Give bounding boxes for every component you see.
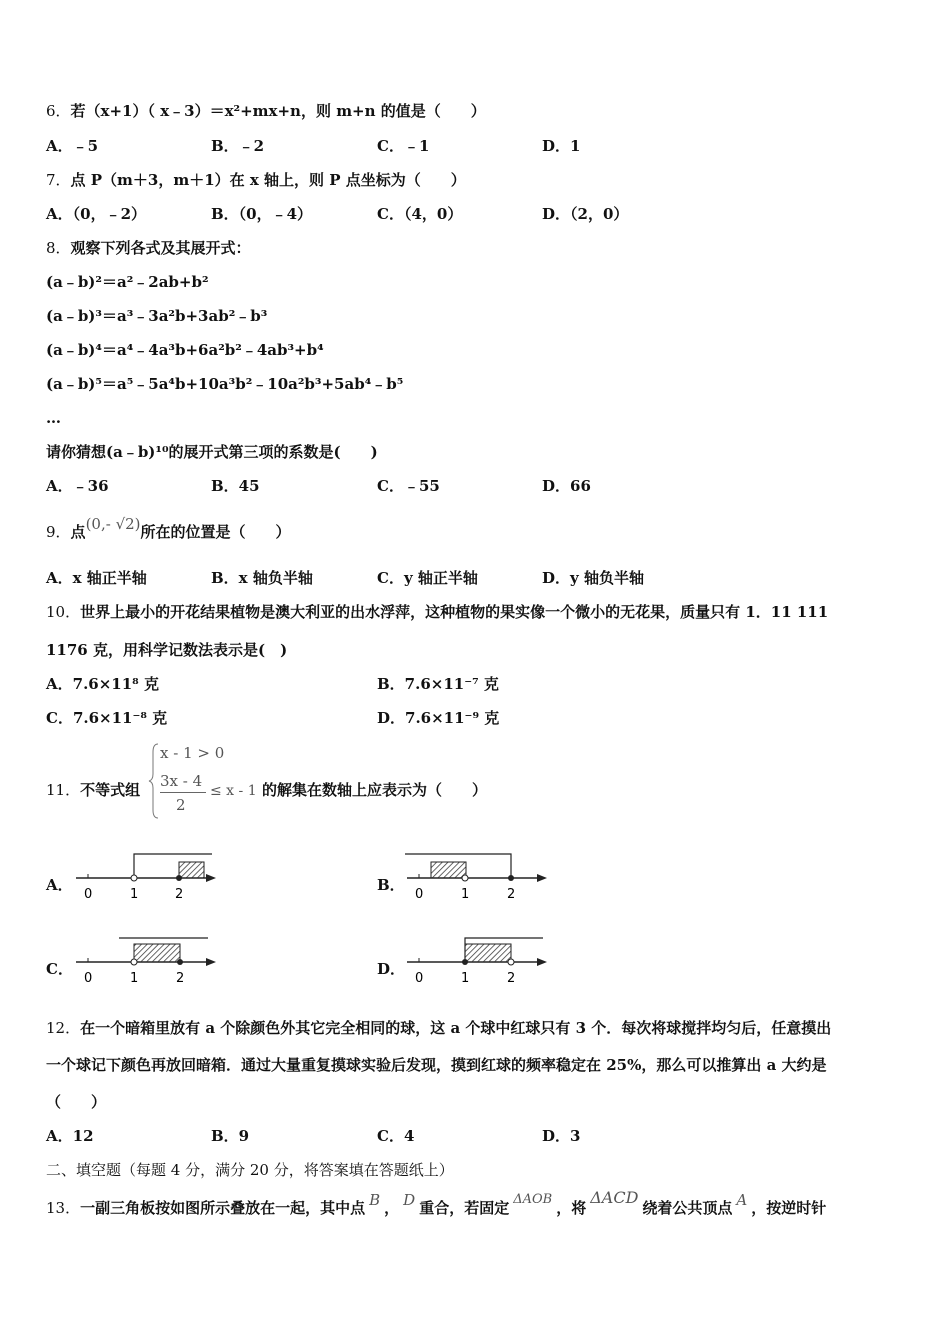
q11b-tick-1: 1 bbox=[461, 887, 470, 902]
q9-stem bbox=[46, 515, 291, 542]
q9-option-c: C．y 轴正半轴 bbox=[377, 569, 478, 587]
q10-option-d: D．7.6×11⁻⁹ 克 bbox=[377, 709, 500, 727]
q10-number: 10． bbox=[46, 603, 81, 621]
q13-point-a: A bbox=[736, 1191, 748, 1209]
q9-option-b: B．x 轴负半轴 bbox=[211, 569, 313, 587]
q7-option-a: A．（0，﹣2） bbox=[46, 205, 147, 223]
q11-option-c: C． bbox=[46, 960, 73, 978]
q11-number-line-d bbox=[403, 934, 553, 989]
q6-text: 若（x+1）（ x﹣3）＝x²+mx+n，则 m+n 的值是（ ） bbox=[70, 102, 486, 120]
q6-number: 6． bbox=[46, 102, 71, 120]
q13-t1: 一副三角板按如图所示叠放在一起，其中点 bbox=[80, 1199, 366, 1217]
q13-t4: 绕着公共顶点 bbox=[642, 1199, 733, 1217]
q6-stem bbox=[46, 101, 486, 121]
q11-ineq2-denominator: 2 bbox=[176, 796, 186, 814]
q11-ineq2-rhs: ≤ x - 1 bbox=[210, 783, 257, 799]
q12-option-d: D．3 bbox=[542, 1127, 581, 1145]
q12-number: 12． bbox=[46, 1019, 81, 1037]
q8-expr-2: (a﹣b)³＝a³﹣3a²b+3ab²﹣b³ bbox=[46, 307, 268, 325]
q11-inequality-system bbox=[148, 742, 263, 820]
q11-option-b: B． bbox=[377, 876, 405, 894]
q7-option-d: D．（2，0） bbox=[542, 205, 629, 223]
q8-option-b: B．45 bbox=[211, 477, 260, 495]
q8-question: 请你猜想(a﹣b)¹⁰的展开式第三项的系数是( ) bbox=[46, 443, 378, 461]
q12-stem-line1 bbox=[46, 1018, 831, 1038]
q11d-tick-2: 2 bbox=[507, 971, 516, 986]
q11-number-line-b bbox=[403, 850, 553, 905]
q12-line1: 在一个暗箱里放有 a 个除颜色外其它完全相同的球，这 a 个球中红球只有 3 个．每次将球搅拌均匀后，任意摸出 bbox=[80, 1019, 832, 1037]
q11a-tick-2: 2 bbox=[175, 887, 184, 902]
q11-number: 11． bbox=[46, 781, 81, 799]
q11c-tick-0: 0 bbox=[84, 971, 93, 986]
q8-expr-4: (a﹣b)⁵＝a⁵﹣5a⁴b+10a³b²﹣10a²b³+5ab⁴﹣b⁵ bbox=[46, 375, 404, 393]
q7-number: 7． bbox=[46, 171, 71, 189]
q12-option-a: A．12 bbox=[46, 1127, 94, 1145]
q8-intro: 观察下列各式及其展开式： bbox=[70, 239, 251, 257]
q11-pre: 不等式组 bbox=[80, 781, 141, 799]
q8-number: 8． bbox=[46, 239, 71, 257]
q10-option-a: A．7.6×11⁸ 克 bbox=[46, 675, 159, 693]
q11c-tick-2: 2 bbox=[176, 971, 185, 986]
q13-stem bbox=[46, 1188, 827, 1220]
q13-t3: ，将 bbox=[556, 1199, 587, 1217]
q13-triangle-aob: ΔAOB bbox=[513, 1192, 553, 1207]
q7-option-c: C．（4，0） bbox=[377, 205, 463, 223]
q7-text: 点 P（m＋3，m＋1）在 x 轴上，则 P 点坐标为（ ） bbox=[70, 171, 466, 189]
q11-fraction-bar bbox=[160, 792, 206, 793]
q6-option-c: C．﹣1 bbox=[377, 137, 430, 155]
q6-option-d: D．1 bbox=[542, 137, 581, 155]
q8-option-a: A．﹣36 bbox=[46, 477, 109, 495]
q9-pre: 点 bbox=[70, 523, 86, 541]
q11-stem-pre bbox=[46, 780, 140, 800]
q10-stem-line1 bbox=[46, 602, 828, 622]
q11-number-line-c bbox=[72, 934, 222, 989]
q11-brace-icon bbox=[148, 742, 160, 820]
q12-option-b: B．9 bbox=[211, 1127, 250, 1145]
q8-option-c: C．﹣55 bbox=[377, 477, 440, 495]
q7-option-b: B．（0，﹣4） bbox=[211, 205, 313, 223]
q13-t5: ，按逆时针 bbox=[751, 1199, 827, 1217]
q9-post: 所在的位置是（ ） bbox=[140, 523, 291, 541]
q11-ineq-1: x - 1 > 0 bbox=[160, 744, 225, 762]
q12-stem-line2: 一个球记下颜色再放回暗箱．通过大量重复摸球实验后发现，摸到红球的频率稳定在 25%，那么可以推算出 a 大约是 bbox=[46, 1056, 827, 1074]
q11c-tick-1: 1 bbox=[130, 971, 139, 986]
q8-option-d: D．66 bbox=[542, 477, 591, 495]
q8-ellipsis: … bbox=[46, 409, 61, 427]
q13-comma: ， bbox=[384, 1199, 400, 1217]
q7-stem bbox=[46, 170, 466, 190]
q8-expr-3: (a﹣b)⁴＝a⁴﹣4a³b+6a²b²﹣4ab³+b⁴ bbox=[46, 341, 324, 359]
q11-option-a: A． bbox=[46, 876, 73, 894]
q13-point-d: D bbox=[403, 1191, 416, 1209]
q13-triangle-acd: ΔACD bbox=[590, 1188, 639, 1207]
section-2-title: 二、填空题（每题 4 分，满分 20 分，将答案填在答题纸上） bbox=[46, 1161, 454, 1179]
q11b-tick-2: 2 bbox=[507, 887, 516, 902]
q10-stem-line2: 1176 克，用科学记数法表示是( ) bbox=[46, 641, 288, 659]
q9-option-a: A．x 轴正半轴 bbox=[46, 569, 147, 587]
q10-option-b: B．7.6×11⁻⁷ 克 bbox=[377, 675, 499, 693]
q11-option-d: D． bbox=[377, 960, 406, 978]
q11a-tick-1: 1 bbox=[130, 887, 139, 902]
q6-option-b: B．﹣2 bbox=[211, 137, 265, 155]
q13-number: 13． bbox=[46, 1199, 81, 1217]
q11d-tick-1: 1 bbox=[461, 971, 470, 986]
q13-point-b: B bbox=[369, 1191, 381, 1209]
q8-stem bbox=[46, 238, 251, 258]
q11d-tick-0: 0 bbox=[415, 971, 424, 986]
q6-option-a: A．﹣5 bbox=[46, 137, 99, 155]
q11-number-line-a bbox=[72, 850, 222, 905]
q11a-tick-0: 0 bbox=[84, 887, 93, 902]
q11-ineq2-numerator: 3x - 4 bbox=[160, 772, 203, 790]
q12-option-c: C．4 bbox=[377, 1127, 415, 1145]
q13-t2: 重合，若固定 bbox=[419, 1199, 510, 1217]
q11-post: 的解集在数轴上应表示为（ ） bbox=[262, 781, 488, 799]
q9-option-d: D．y 轴负半轴 bbox=[542, 569, 644, 587]
q10-line1: 世界上最小的开花结果植物是澳大利亚的出水浮萍，这种植物的果实像一个微小的无花果，质量只有 1．11 111 bbox=[80, 603, 829, 621]
q9-point: (0,- √2) bbox=[85, 515, 141, 533]
q9-number: 9． bbox=[46, 523, 71, 541]
q10-option-c: C．7.6×11⁻⁸ 克 bbox=[46, 709, 168, 727]
q8-expr-1: (a﹣b)²＝a²﹣2ab+b² bbox=[46, 273, 209, 291]
q11b-tick-0: 0 bbox=[415, 887, 424, 902]
q12-stem-line3: （ ） bbox=[46, 1093, 107, 1111]
